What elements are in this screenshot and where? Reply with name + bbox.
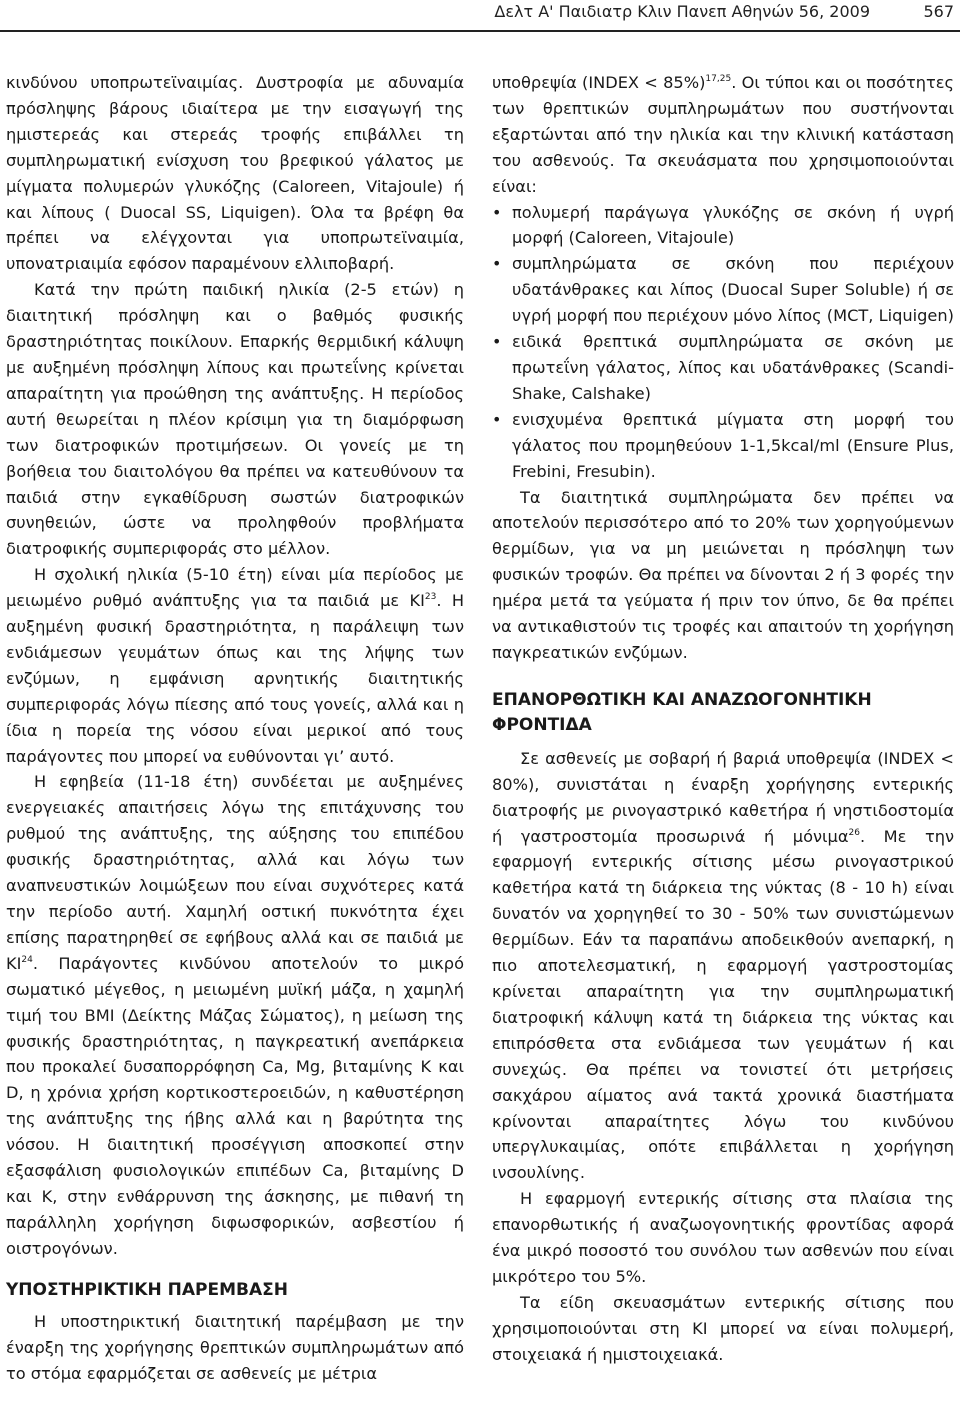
supplement-list [492, 200, 954, 485]
paragraph-text: υποθρεψία (INDEX < 85%) [492, 73, 706, 92]
list-item [492, 251, 954, 329]
list-item-text: συμπληρώματα σε σκόνη που περιέχουν υδατάνθρακες και λίπος (Duocal Super Soluble) ή σε υγρή μορφή που περιέχουν μόνο λίπος (MCT, Liquigen) [512, 254, 954, 326]
list-item-text: ειδικά θρεπτικά συμπληρώματα σε σκόνη με πρωτεΐνη γάλατος, λίπος και υδατάνθρακες (Scandi-Shake, Calshake) [512, 332, 954, 403]
list-item [492, 329, 954, 407]
paragraph-text: . Η αυξημένη φυσική δραστηριότητα, η παράλειψη των ενδιάμεσων γευμάτων όπως και της λήψης των ενζύμων, η εμφάνιση αρνητικής διαιτητικής συμπεριφοράς λόγω πίεσης από τους γονείς, αλλά και η ίδια η πορεία της νόσου είναι μερικοί από τους παράγοντες που μπορεί να ευθύνονται γι’ αυτό. [6, 591, 465, 766]
bullet-icon: • [492, 254, 502, 274]
list-item [492, 200, 954, 252]
bullet-icon: • [492, 332, 502, 352]
paragraph [492, 70, 954, 200]
section-heading: ΥΠΟΣΤΗΡΙΚΤΙΚΗ ΠΑΡΕΜΒΑΣΗ [6, 1279, 288, 1300]
paragraph: Κατά την πρώτη παιδική ηλικία (2-5 ετών) η διαιτητική πρόσληψη και ο βαθμός φυσικής δραστηριότητας ποικίλουν. Επαρκής θερμιδική κάλυψη με αυξημένη πρόσληψη λίπους και πρωτεΐνης κρίνεται απαραίτητη για προώθηση της ανάπτυξης. Η περίοδος αυτή θεωρείται η πλέον κρίσιμη για τη διαμόρφωση των διατροφικών προτιμήσεων. Οι γονείς με τη βοήθεια του διαιτολόγου θα πρέπει να κατευθύνουν τα παιδιά στην εγκαθίδρυση σωστών διατροφικών συνηθειών, ώστε να προληφθούν προβλήματα διατροφικής συμπεριφοράς στο μέλλον. [6, 280, 464, 559]
page-number: 567 [923, 2, 954, 21]
journal-citation: Δελτ Α' Παιδιατρ Κλιν Πανεπ Αθηνών 56, 2009 [494, 2, 870, 21]
paragraph: κινδύνου υποπρωτεϊναιμίας. Δυστροφία με αδυναμία πρόσληψης βάρους ιδιαίτερα με την εισαγωγή της ημιστερεάς και στερεάς τροφής επιβάλλει τη συμπληρωματική ενίσχυση του βρεφικού γάλατος με μίγματα πολυμερών γλυκόζης (Caloreen, Vitajoule) ή και λίπους ( Duocal SS, Liquigen). Όλα τα βρέφη θα πρέπει να ελέγχονται για υποπρωτεϊναιμία, υπονατριαιμία εφόσον παραμένουν ελλιποβαρή. [6, 73, 464, 274]
paragraph [492, 746, 954, 1186]
paragraph: Τα διαιτητικά συμπληρώματα δεν πρέπει να αποτελούν περισσότερο από το 20% των χορηγούμενων θερμίδων, για να μη μειώνεται η πρόσληψη των φυσικών τροφών. Θα πρέπει να δίνονται 2 ή 3 φορές την ημέρα μετά τα γεύματα ή πριν τον ύπνο, δε θα πρέπει να αντικαθιστούν τις τροφές και απαιτούν τη χορήγηση παγκρεατικών ενζύμων. [492, 487, 954, 662]
section-heading: ΕΠΑΝΟΡΘΩΤΙΚΗ ΚΑΙ ΑΝΑΖΩΟΓΟΝΗΤΙΚΗ ΦΡΟΝΤΙΔΑ [492, 689, 872, 735]
right-column [492, 70, 954, 1368]
running-header [0, 0, 960, 40]
paragraph-text: . Οι τύποι και οι ποσότητες των θρεπτικών συμπληρωμάτων που συστήνονται εξαρτώνται από την ηλικία και την κλινική κατάσταση του ασθενούς. Τα σκευάσματα που χρησιμοποιούνται είναι: [492, 73, 955, 196]
paragraph-text: Η εφηβεία (11-18 έτη) συνδέεται με αυξημένες ενεργειακές απαιτήσεις λόγω της επιτάχυνσης του ρυθμού της ανάπτυξης, της αύξησης του επιπέδου φυσικής δραστηριότητας, αλλά και λόγω των αναπνευστικών λοιμώξεων που είναι συχνότερες κατά την περίοδο αυτή. Χαμηλή οστική πυκνότητα έχει επίσης παρατηρηθεί σε εφήβους αλλά και σε παιδιά με ΚΙ [6, 772, 464, 973]
paragraph-text: . Με την εφαρμογή εντερικής σίτισης μέσω ρινογαστρικού καθετήρα κατά τη διάρκεια της νύκτας (8 - 10 h) είναι δυνατόν να χορηγηθεί το 30 - 50% των συνιστώμενων θερμίδων. Εάν τα παραπάνω αποδεικθούν ανεπαρκή, η πιο αποτελεσματική, η εφαρμογή γαστροστομίας κρίνεται απαραίτητη για την συμπληρωματική διατροφική κάλυψη κατά τη διάρκεια της νύκτας και επιπρόσθετα στα ενδιάμεσα των γευμάτων ή και συνεχώς. Θα πρέπει να τονιστεί ότι μετρήσεις σακχάρου αίματος ανά τακτά χρονικά διαστήματα κρίνονται απαραίτητες λόγω του κινδύνου υπεργλυκαιμίας, οπότε επιβάλλεται η χορήγηση ινσουλίνης. [492, 826, 955, 1183]
list-item [492, 407, 954, 485]
reference-number: 23 [424, 592, 437, 603]
list-item-text: πολυμερή παράγωγα γλυκόζης σε σκόνη ή υγρή μορφή (Caloreen, Vitajoule) [512, 202, 954, 248]
left-column [6, 70, 464, 1386]
header-rule [0, 30, 960, 32]
paragraph [6, 562, 464, 769]
reference-number: 26 [848, 827, 860, 838]
reference-number: 24 [21, 954, 33, 965]
bullet-icon: • [492, 202, 502, 222]
paragraph-text: Σε ασθενείς με σοβαρή ή βαριά υποθρεψία (INDEX < 80%), συνιστάται η έναρξη χορήγησης εντερικής διατροφής με ρινογαστρικό καθετήρα ή νηστιδοστομία ή γαστροστομία προσωρινά ή μόνιμα [492, 748, 954, 846]
reference-number: 17,25 [705, 74, 732, 84]
paragraph-text: . Παράγοντες κινδύνου αποτελούν το μικρό σωματικό μέγεθος, η μειωμένη μυϊκή μάζα, η χαμηλή τιμή του ΒΜΙ (Δείκτης Μάζας Σώματος), η μείωση της φυσικής δραστηριότητας, η παγκρεατική ανεπάρκεια που προκαλεί δυσαπορρόφηση Ca, Mg, βιταμίνης Κ και D, η χρόνια χρήση κορτικοστεροειδών, η καθυστέρηση της ανάπτυξης της ήβης αλλά και η βαρύτητα της νόσου. Η διαιτητική προσέγγιση αποσκοπεί στην εξασφάλιση φυσιολογικών επιπέδων Ca, βιταμίνης D και K, στην ενθάρρυνση της άσκησης, με πιθανή τη παράλληλη χορήγηση διφωσφορικών, ασβεστίου ή οιστρογόνων. [6, 953, 464, 1258]
paragraph: Η εφαρμογή εντερικής σίτισης στα πλαίσια της επανορθωτικής ή αναζωογονητικής φροντίδας αφορά ένα μικρό ποσοστό του συνόλου των ασθενών που είναι μικρότερο του 5%. [492, 1189, 954, 1286]
list-item-text: ενισχυμένα θρεπτικά μίγματα στη μορφή του γάλατος που προμηθεύουν 1-1,5kcal/ml (Ensure Plus, Frebini, Fresubin). [512, 409, 954, 481]
paragraph: Τα είδη σκευασμάτων εντερικής σίτισης που χρησιμοποιούνται στη ΚΙ μπορεί να είναι πολυμερή, στοιχειακά ή ημιστοιχειακά. [492, 1292, 954, 1364]
paragraph-text: Η σχολική ηλικία (5-10 έτη) είναι μία περίοδος με μειωμένο ρυθμό ανάπτυξης για τα παιδιά με ΚΙ [6, 565, 464, 611]
paragraph [6, 769, 464, 1261]
bullet-icon: • [492, 409, 502, 429]
paragraph: Η υποστηρικτική διαιτητική παρέμβαση με την έναρξη της χορήγησης θρεπτικών συμπληρωμάτων από το στόμα εφαρμόζεται σε ασθενείς με μέτρια [6, 1311, 464, 1383]
